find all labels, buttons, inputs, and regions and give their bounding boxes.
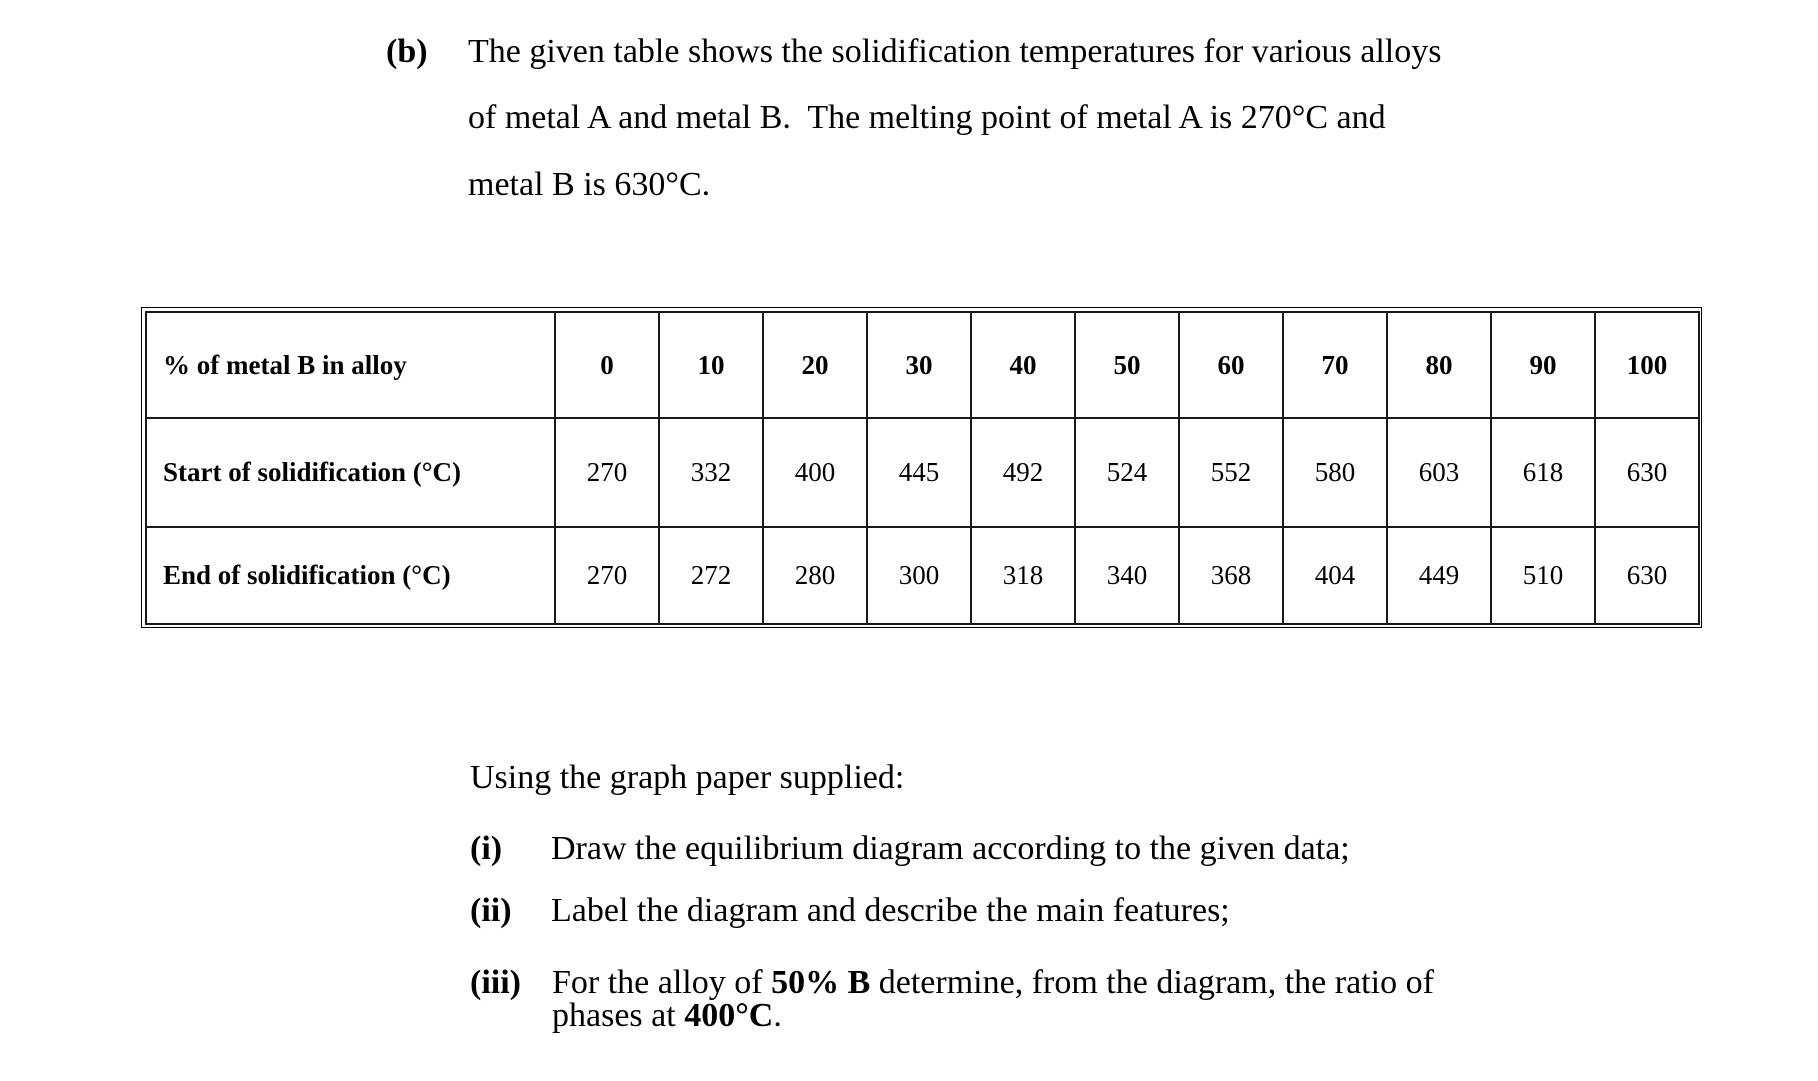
header-cell: 50 (1075, 312, 1179, 418)
table-cell: 340 (1075, 527, 1179, 624)
table-cell: 580 (1283, 418, 1387, 527)
intro-line-1: The given table shows the solidification temperatures for various alloys (468, 33, 1442, 70)
item-label-iii: (iii) (470, 964, 521, 1001)
table-cell: 272 (659, 527, 763, 624)
table-cell: 618 (1491, 418, 1595, 527)
table-cell: 270 (555, 418, 659, 527)
item-text-iii-part: . (773, 997, 782, 1034)
header-cell: 90 (1491, 312, 1595, 418)
item-text-iii-part: phases at (552, 997, 685, 1034)
solidification-table (145, 311, 1700, 625)
table-cell: 368 (1179, 527, 1283, 624)
table-cell: 630 (1595, 418, 1699, 527)
item-text-iii-emphasis-temperature: 400°C (684, 997, 774, 1034)
header-cell: 80 (1387, 312, 1491, 418)
header-cell: 70 (1283, 312, 1387, 418)
item-text-iii-part: determine, from the diagram, the ratio of (870, 964, 1434, 1001)
item-label-ii: (ii) (470, 892, 512, 929)
table-cell: 332 (659, 418, 763, 527)
table-cell: 300 (867, 527, 971, 624)
header-cell: 100 (1595, 312, 1699, 418)
header-cell: 20 (763, 312, 867, 418)
table-cell: 280 (763, 527, 867, 624)
item-text-i: Draw the equilibrium diagram according to the given data; (551, 830, 1350, 867)
item-text-iii-emphasis-composition: 50% B (771, 964, 871, 1001)
table-cell: 445 (867, 418, 971, 527)
table-cell: 630 (1595, 527, 1699, 624)
row-label-cell: End of solidification (°C) (146, 527, 555, 624)
table-cell: 552 (1179, 418, 1283, 527)
intro-line-2: of metal A and metal B. The melting point of metal A is 270°C and (468, 99, 1386, 136)
header-cell: 10 (659, 312, 763, 418)
table-header-row (146, 312, 1699, 418)
table-row-end-solidification (146, 527, 1699, 624)
table-cell: 603 (1387, 418, 1491, 527)
table-cell: 492 (971, 418, 1075, 527)
table-cell: 524 (1075, 418, 1179, 527)
part-label: (b) (386, 33, 428, 70)
header-label-cell: % of metal B in alloy (146, 312, 555, 418)
intro-line-3: metal B is 630°C. (468, 166, 711, 203)
item-text-ii: Label the diagram and describe the main features; (551, 892, 1230, 929)
header-cell: 40 (971, 312, 1075, 418)
header-cell: 60 (1179, 312, 1283, 418)
table-cell: 510 (1491, 527, 1595, 624)
table-row-start-solidification (146, 418, 1699, 527)
row-label-cell: Start of solidification (°C) (146, 418, 555, 527)
item-text-iii-part: For the alloy of (552, 964, 772, 1001)
instructions-lead: Using the graph paper supplied: (470, 759, 905, 796)
item-text-iii (552, 966, 1434, 1000)
header-cell: 0 (555, 312, 659, 418)
table-cell: 400 (763, 418, 867, 527)
item-label-i: (i) (470, 830, 503, 867)
table-cell: 404 (1283, 527, 1387, 624)
table-cell: 318 (971, 527, 1075, 624)
item-text-iii-continuation (552, 999, 782, 1033)
table-cell: 449 (1387, 527, 1491, 624)
table-cell: 270 (555, 527, 659, 624)
header-cell: 30 (867, 312, 971, 418)
